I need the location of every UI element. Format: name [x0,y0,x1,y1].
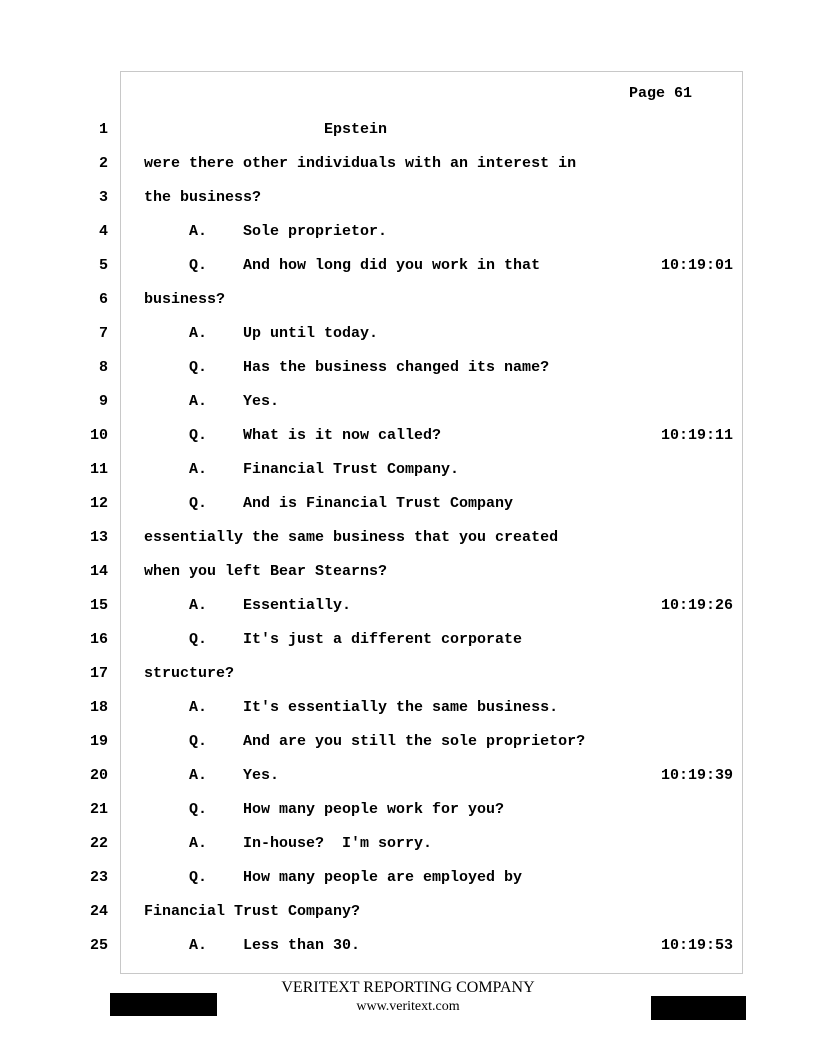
line-text: Q. How many people work for you? [144,801,505,818]
line-text: were there other individuals with an interest in [144,155,577,172]
line-text: Financial Trust Company? [144,903,361,920]
transcript-line [0,120,816,140]
transcript-line [0,494,816,514]
transcript-line [0,426,816,446]
line-text: A. Sole proprietor. [144,223,388,240]
line-number: 8 [98,359,108,376]
transcript-line [0,290,816,310]
transcript-line [0,188,816,208]
transcript-line [0,902,816,922]
line-number: 15 [89,597,108,614]
line-text: structure? [144,665,235,682]
footer-url: www.veritext.com [356,999,460,1014]
transcript-line [0,392,816,412]
line-text: when you left Bear Stearns? [144,563,388,580]
line-number: 16 [89,631,108,648]
transcript-line [0,664,816,684]
transcript-line [0,562,816,582]
line-number: 4 [98,223,108,240]
line-text: A. Essentially. [144,597,352,614]
line-text: business? [144,291,226,308]
line-number: 3 [98,189,108,206]
transcript-line [0,698,816,718]
page-number: Page 61 [629,85,693,102]
line-text: A. Less than 30. [144,937,361,954]
line-number: 13 [89,529,108,546]
line-text: the business? [144,189,262,206]
line-text: A. Yes. [144,767,280,784]
line-text: Q. And is Financial Trust Company [144,495,514,512]
line-text: Q. And are you still the sole proprietor? [144,733,586,750]
line-number: 7 [98,325,108,342]
line-number: 14 [89,563,108,580]
line-number: 10 [89,427,108,444]
transcript-line [0,154,816,174]
line-text: A. Financial Trust Company. [144,461,460,478]
transcript-line [0,358,816,378]
line-text: Q. How many people are employed by [144,869,523,886]
line-number: 2 [98,155,108,172]
line-text: Q. It's just a different corporate [144,631,523,648]
transcript-line [0,256,816,276]
line-timestamp: 10:19:39 [661,767,734,784]
line-number: 24 [89,903,108,920]
redaction-block-left [110,993,217,1016]
line-text: Epstein [144,121,388,138]
line-text: essentially the same business that you created [144,529,559,546]
line-number: 11 [89,461,108,478]
line-number: 19 [89,733,108,750]
transcript-line [0,528,816,548]
redaction-block-right [651,996,746,1020]
line-text: A. In-house? I'm sorry. [144,835,433,852]
line-text: Q. And how long did you work in that [144,257,541,274]
transcript-line [0,460,816,480]
line-text: A. Yes. [144,393,280,410]
footer-company-name: VERITEXT REPORTING COMPANY [281,979,535,996]
line-number: 18 [89,699,108,716]
transcript-line [0,324,816,344]
line-text: Q. What is it now called? [144,427,442,444]
line-text: A. It's essentially the same business. [144,699,559,716]
line-timestamp: 10:19:53 [661,937,734,954]
line-number: 6 [98,291,108,308]
line-number: 22 [89,835,108,852]
transcript-line [0,868,816,888]
transcript-line [0,630,816,650]
line-number: 5 [98,257,108,274]
line-text: A. Up until today. [144,325,379,342]
line-timestamp: 10:19:26 [661,597,734,614]
line-number: 9 [98,393,108,410]
line-number: 17 [89,665,108,682]
transcript-line [0,834,816,854]
line-number: 23 [89,869,108,886]
line-number: 25 [89,937,108,954]
transcript-line [0,800,816,820]
line-number: 20 [89,767,108,784]
transcript-line [0,732,816,752]
line-number: 12 [89,495,108,512]
transcript-line [0,936,816,956]
line-timestamp: 10:19:01 [661,257,734,274]
transcript-line [0,766,816,786]
transcript-line [0,596,816,616]
line-number: 1 [98,121,108,138]
line-text: Q. Has the business changed its name? [144,359,550,376]
line-timestamp: 10:19:11 [661,427,734,444]
line-number: 21 [89,801,108,818]
transcript-line [0,222,816,242]
